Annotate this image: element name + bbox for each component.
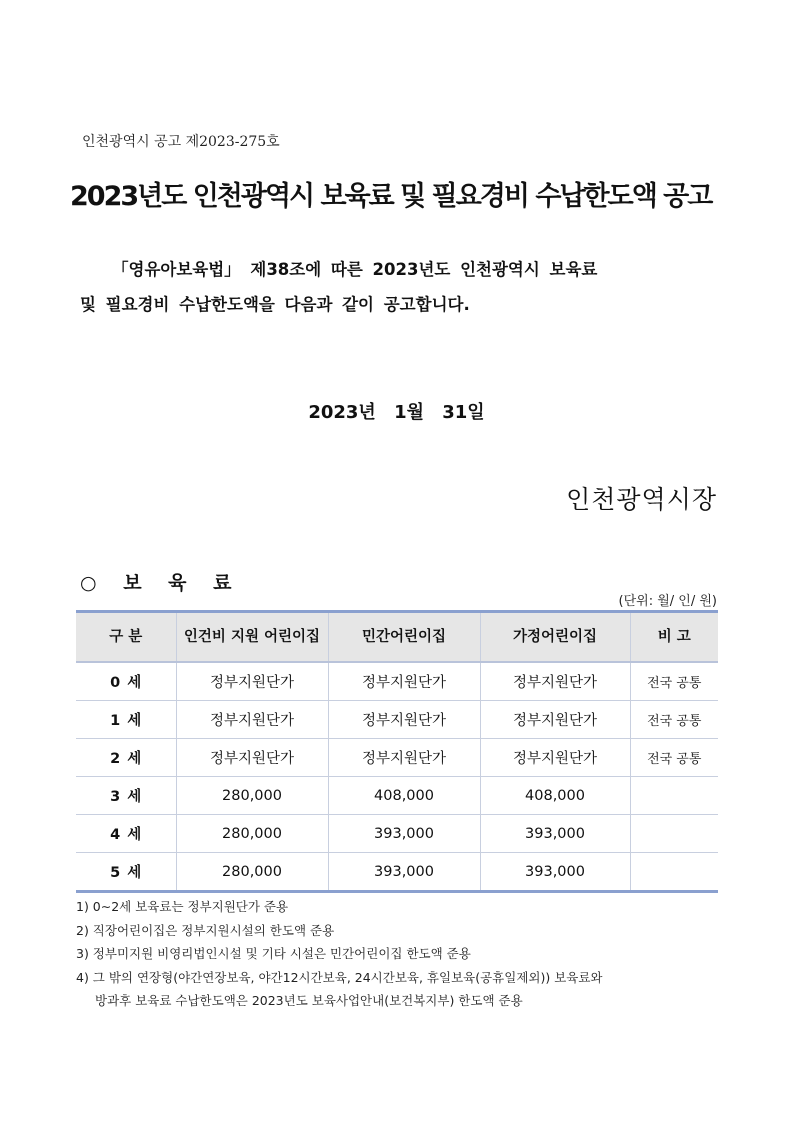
age-cell: 2 세 bbox=[76, 739, 176, 777]
table-row bbox=[76, 701, 718, 739]
footnote-continuation: 방과후 보육료 수납한도액은 2023년도 보육사업안내(보건복지부) 한도액 준용 bbox=[95, 993, 523, 1008]
table-row bbox=[76, 662, 718, 701]
body-line-1: 「영유아보육법」 제38조에 따른 2023년도 인천광역시 보육료 bbox=[112, 260, 598, 279]
age-cell: 5 세 bbox=[76, 853, 176, 892]
header-private-center: 민간어린이집 bbox=[328, 612, 480, 663]
body-line-2: 및 필요경비 수납한도액을 다음과 같이 공고합니다. bbox=[80, 295, 470, 314]
header-home-center: 가정어린이집 bbox=[480, 612, 630, 663]
home-fee-cell: 393,000 bbox=[480, 815, 630, 853]
header-remarks: 비 고 bbox=[630, 612, 718, 663]
private-fee-cell: 정부지원단가 bbox=[328, 739, 480, 777]
announcement-date: 2023년 1월 31일 bbox=[308, 402, 485, 423]
private-fee-cell: 393,000 bbox=[328, 853, 480, 892]
table-header-row bbox=[76, 612, 718, 663]
section-title: ○ 보 육 료 bbox=[80, 572, 242, 594]
document-title: 2023년도 인천광역시 보육료 및 필요경비 수납한도액 공고 bbox=[70, 181, 712, 212]
table-row bbox=[76, 777, 718, 815]
remarks-cell: 전국 공통 bbox=[630, 701, 718, 739]
footnotes bbox=[76, 895, 726, 1013]
table-row bbox=[76, 739, 718, 777]
remarks-cell: 전국 공통 bbox=[630, 739, 718, 777]
age-cell: 3 세 bbox=[76, 777, 176, 815]
public-fee-cell: 280,000 bbox=[176, 853, 328, 892]
footnote: 1) 0∼2세 보육료는 정부지원단가 준용 bbox=[76, 899, 289, 914]
remarks-cell bbox=[630, 853, 718, 892]
age-cell: 0 세 bbox=[76, 662, 176, 701]
home-fee-cell: 393,000 bbox=[480, 853, 630, 892]
header-category: 구 분 bbox=[76, 612, 176, 663]
table-row bbox=[76, 815, 718, 853]
public-fee-cell: 정부지원단가 bbox=[176, 662, 328, 701]
table-row bbox=[76, 853, 718, 892]
private-fee-cell: 393,000 bbox=[328, 815, 480, 853]
public-fee-cell: 정부지원단가 bbox=[176, 701, 328, 739]
home-fee-cell: 정부지원단가 bbox=[480, 739, 630, 777]
home-fee-cell: 정부지원단가 bbox=[480, 701, 630, 739]
home-fee-cell: 408,000 bbox=[480, 777, 630, 815]
public-fee-cell: 정부지원단가 bbox=[176, 739, 328, 777]
unit-label: (단위: 월/ 인/ 원) bbox=[618, 594, 717, 609]
private-fee-cell: 정부지원단가 bbox=[328, 662, 480, 701]
notice-number: 인천광역시 공고 제2023-275호 bbox=[82, 134, 280, 150]
footnote: 3) 정부미지원 비영리법인시설 및 기타 시설은 민간어린이집 한도액 준용 bbox=[76, 946, 471, 961]
remarks-cell bbox=[630, 815, 718, 853]
age-cell: 1 세 bbox=[76, 701, 176, 739]
remarks-cell: 전국 공통 bbox=[630, 662, 718, 701]
footnote: 2) 직장어린이집은 정부지원시설의 한도액 준용 bbox=[76, 922, 335, 938]
announcement-body bbox=[80, 252, 720, 322]
home-fee-cell: 정부지원단가 bbox=[480, 662, 630, 701]
header-public-center: 인건비 지원 어린이집 bbox=[176, 612, 328, 663]
issuer-name: 인천광역시장 bbox=[566, 485, 717, 514]
age-cell: 4 세 bbox=[76, 815, 176, 853]
footnote: 4) 그 밖의 연장형(야간연장보육, 야간12시간보육, 24시간보육, 휴일보육(공휴일제외)) 보육료와 bbox=[76, 969, 603, 985]
childcare-fee-table bbox=[76, 610, 718, 893]
public-fee-cell: 280,000 bbox=[176, 777, 328, 815]
private-fee-cell: 정부지원단가 bbox=[328, 701, 480, 739]
public-fee-cell: 280,000 bbox=[176, 815, 328, 853]
private-fee-cell: 408,000 bbox=[328, 777, 480, 815]
remarks-cell bbox=[630, 777, 718, 815]
